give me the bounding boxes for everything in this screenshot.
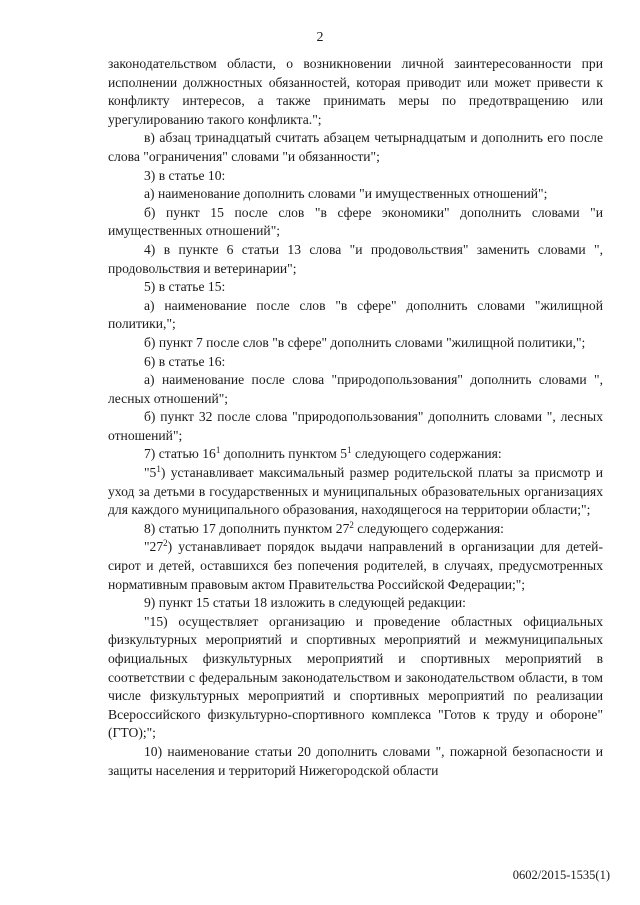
- paragraph-17: 9) пункт 15 статьи 18 изложить в следующей редакции:: [144, 595, 466, 611]
- paragraph-8: а) наименование после слов "в сфере" дополнить словами "жилищной политики,";: [108, 297, 603, 332]
- paragraph-19: 10) наименование статьи 20 дополнить словами ", пожарной безопасности и защиты населения и территорий Нижегородской области: [108, 743, 603, 778]
- paragraph-7: 5) в статье 15:: [144, 279, 226, 295]
- superscript: 1: [215, 445, 221, 456]
- superscript: 2: [163, 538, 168, 549]
- paragraph-11: а) наименование после слова "природопользования" дополнить словами ", лесных отношений";: [108, 372, 603, 406]
- paragraph-15: 8) статью 17 дополнить пунктом $27^2$ следующего содержания:: [144, 519, 504, 536]
- paragraph-3: 3) в статье 10:: [144, 167, 226, 183]
- superscript: 2: [349, 519, 354, 530]
- page-number: 2: [316, 30, 324, 45]
- paragraph-1: законодательством области, о возникновении личной заинтересованности при исполнении должностных обязанностей, которая приводит или может привести к конфликту интересов, а также принимать меры по предотвращению или урегулированию такого конфликта.";: [108, 56, 603, 127]
- paragraph-10: 6) в статье 16:: [144, 353, 226, 369]
- paragraph-2: в) абзац тринадцатый считать абзацем четырнадцатым и дополнить его после слова "ограничения" словами "и обязанности";: [108, 130, 603, 164]
- paragraph-4: а) наименование дополнить словами "и имущественных отношений";: [144, 186, 548, 202]
- paragraph-16: "$27^2$) устанавливает порядок выдачи направлений в организации для детей-сирот и детей, оставшихся без попечения родителей, в случаях, предусмотренных нормативным правовым актом Правительства Российской Федерации;";: [108, 538, 603, 592]
- paragraph-9: б) пункт 7 после слов "в сфере" дополнить словами "жилищной политики,";: [144, 334, 586, 350]
- paragraph-14: "$5^1$) устанавливает максимальный размер родительской платы за присмотр и уход за детьми в государственных и муниципальных образовательных организациях для каждого муниципального образования, находящегося на территории области;";: [108, 464, 603, 518]
- paragraph-12: б) пункт 32 после слова "природопользования" дополнить словами ", лесных отношений";: [108, 409, 603, 443]
- document-body: [108, 55, 603, 780]
- paragraph-5: б) пункт 15 после слов "в сфере экономики" дополнить словами "и имущественных отношений";: [108, 204, 603, 239]
- paragraph-18: "15) осуществляет организацию и проведение областных официальных физкультурных мероприятий и спортивных мероприятий и межмуниципальных официальных физкультурных мероприятий и спортивных мероприятий в соответствии с федеральным законодательством и законодательством области, в том числе физкультурных мероприятий и спортивных мероприятий по реализации Всероссийского физкультурно-спортивного комплекса "Готов к труду и обороне" (ГТО);";: [108, 613, 603, 741]
- superscript: 1: [156, 464, 161, 475]
- superscript: 1: [347, 445, 352, 456]
- paragraph-6: 4) в пункте 6 статьи 13 слова "и продовольствия" заменить словами ", продовольствия и ветеринарии";: [108, 241, 603, 276]
- paragraph-13: 7) статью $16^1$ дополнить пунктом $5^1$ следующего содержания:: [144, 445, 502, 462]
- document-number: 0602/2015-1535(1): [512, 868, 610, 882]
